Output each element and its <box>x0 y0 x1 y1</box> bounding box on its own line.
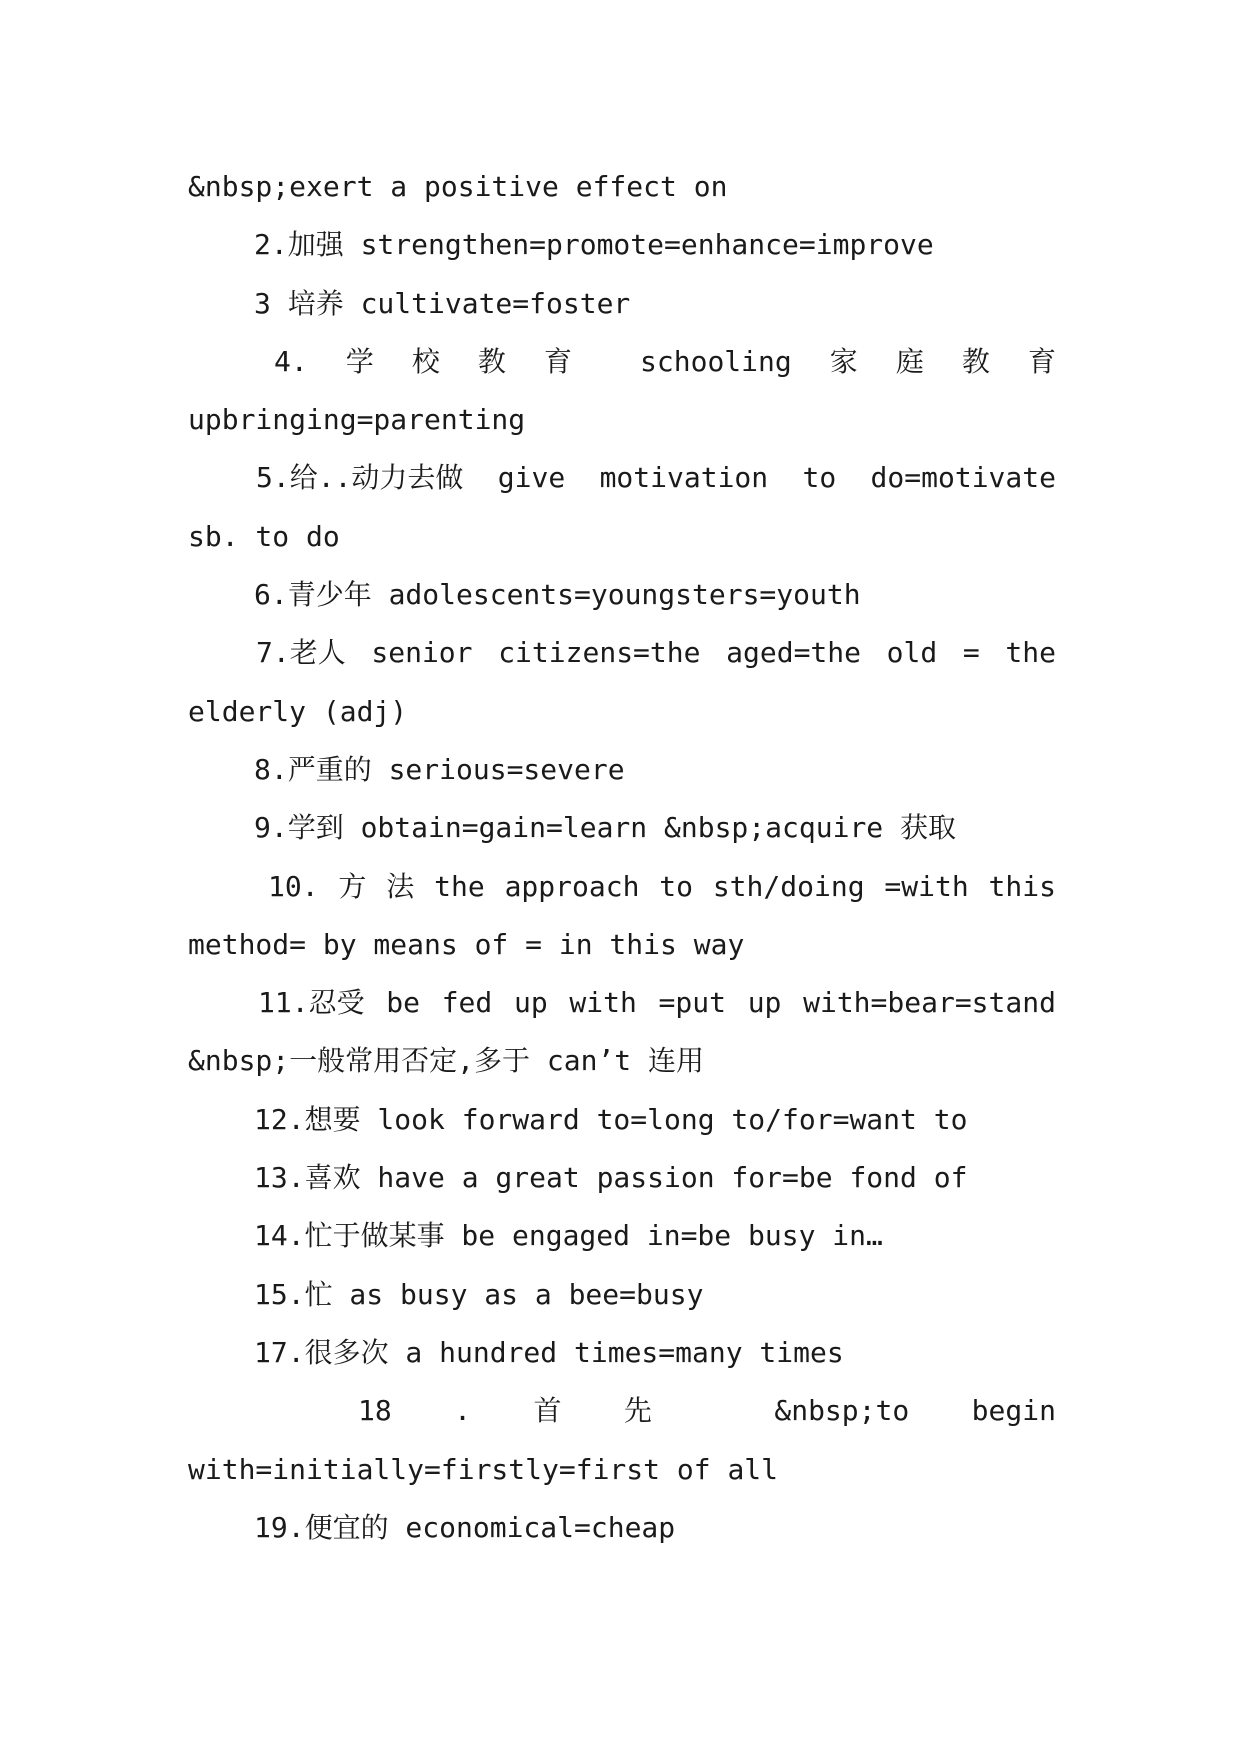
text-line-justified <box>188 1382 1056 1440</box>
text-line-justified <box>188 333 1056 391</box>
text-line: &nbsp;exert a positive effect on <box>188 170 728 203</box>
word: do=motivate <box>870 461 1056 495</box>
word: 校 <box>411 344 440 378</box>
word: 5.给..动力去做 <box>256 461 464 495</box>
word: 11.忍受 <box>258 986 365 1020</box>
word: 方 <box>338 869 367 903</box>
text-line: upbringing=parenting <box>188 403 526 437</box>
text-line: elderly (adj) <box>188 694 408 728</box>
text-line: &nbsp;一般常用否定,多于 can’t 连用 <box>188 1044 705 1078</box>
word: to <box>802 461 837 495</box>
word: this <box>988 869 1056 903</box>
word: the <box>434 869 485 903</box>
word: motivation <box>599 461 769 495</box>
text-line: 13.喜欢 have a great passion for=be fond of <box>254 1161 968 1195</box>
word: 7.老人 <box>256 636 346 670</box>
word: old <box>886 636 938 670</box>
text-line: 15.忙 as busy as a bee=busy <box>254 1277 704 1311</box>
text-line-justified <box>188 449 1056 507</box>
word: schooling <box>640 344 792 378</box>
text-line: 14.忙于做某事 be engaged in=be busy in… <box>254 1219 883 1253</box>
word: . <box>454 1394 472 1428</box>
word: =put <box>658 986 726 1020</box>
word: up <box>513 986 548 1020</box>
word: &nbsp;to <box>774 1394 910 1428</box>
word: 家 <box>829 344 858 378</box>
text-line-justified <box>188 624 1056 682</box>
word: 4. <box>274 344 308 378</box>
word: 18 <box>358 1394 392 1428</box>
text-line: method= by means of = in this way <box>188 927 745 961</box>
text-line: 8.严重的 serious=severe <box>254 752 625 786</box>
word: begin <box>971 1394 1056 1428</box>
word: =with <box>884 869 969 903</box>
document-body <box>188 158 1056 1557</box>
text-line: 9.学到 obtain=gain=learn &nbsp;acquire 获取 <box>254 811 957 845</box>
word: 育 <box>1027 344 1056 378</box>
word: with <box>569 986 637 1020</box>
word: to <box>659 869 693 903</box>
word: 教 <box>961 344 990 378</box>
word: aged=the <box>726 636 861 670</box>
word: the <box>1005 636 1056 670</box>
word: 法 <box>386 869 415 903</box>
word: = <box>962 636 980 670</box>
word: 10. <box>268 869 319 903</box>
word: 育 <box>543 344 572 378</box>
word: senior <box>371 636 473 670</box>
text-line: 3 培养 cultivate=foster <box>254 286 631 320</box>
text-line: 19.便宜的 economical=cheap <box>254 1510 676 1544</box>
word: 庭 <box>895 344 924 378</box>
text-line: 12.想要 look forward to=long to/for=want to <box>254 1102 968 1136</box>
text-line: 17.很多次 a hundred times=many times <box>254 1335 844 1369</box>
word: approach <box>504 869 640 903</box>
text-line-justified <box>188 858 1056 916</box>
word: citizens=the <box>498 636 701 670</box>
text-line: 6.青少年 adolescents=youngsters=youth <box>254 578 861 612</box>
word: 教 <box>477 344 506 378</box>
word: 先 <box>623 1394 652 1428</box>
text-line: sb. to do <box>188 519 340 553</box>
text-line: 2.加强 strengthen=promote=enhance=improve <box>254 228 934 262</box>
word: 学 <box>345 344 374 378</box>
word: 首 <box>533 1394 562 1428</box>
word: up <box>747 986 782 1020</box>
text-line: with=initially=firstly=first of all <box>188 1452 779 1486</box>
word: fed <box>441 986 493 1020</box>
word: with=bear=stand <box>803 986 1056 1020</box>
word: give <box>497 461 566 495</box>
text-line-justified <box>188 974 1056 1032</box>
word: sth/doing <box>712 869 865 903</box>
word: be <box>386 986 420 1020</box>
